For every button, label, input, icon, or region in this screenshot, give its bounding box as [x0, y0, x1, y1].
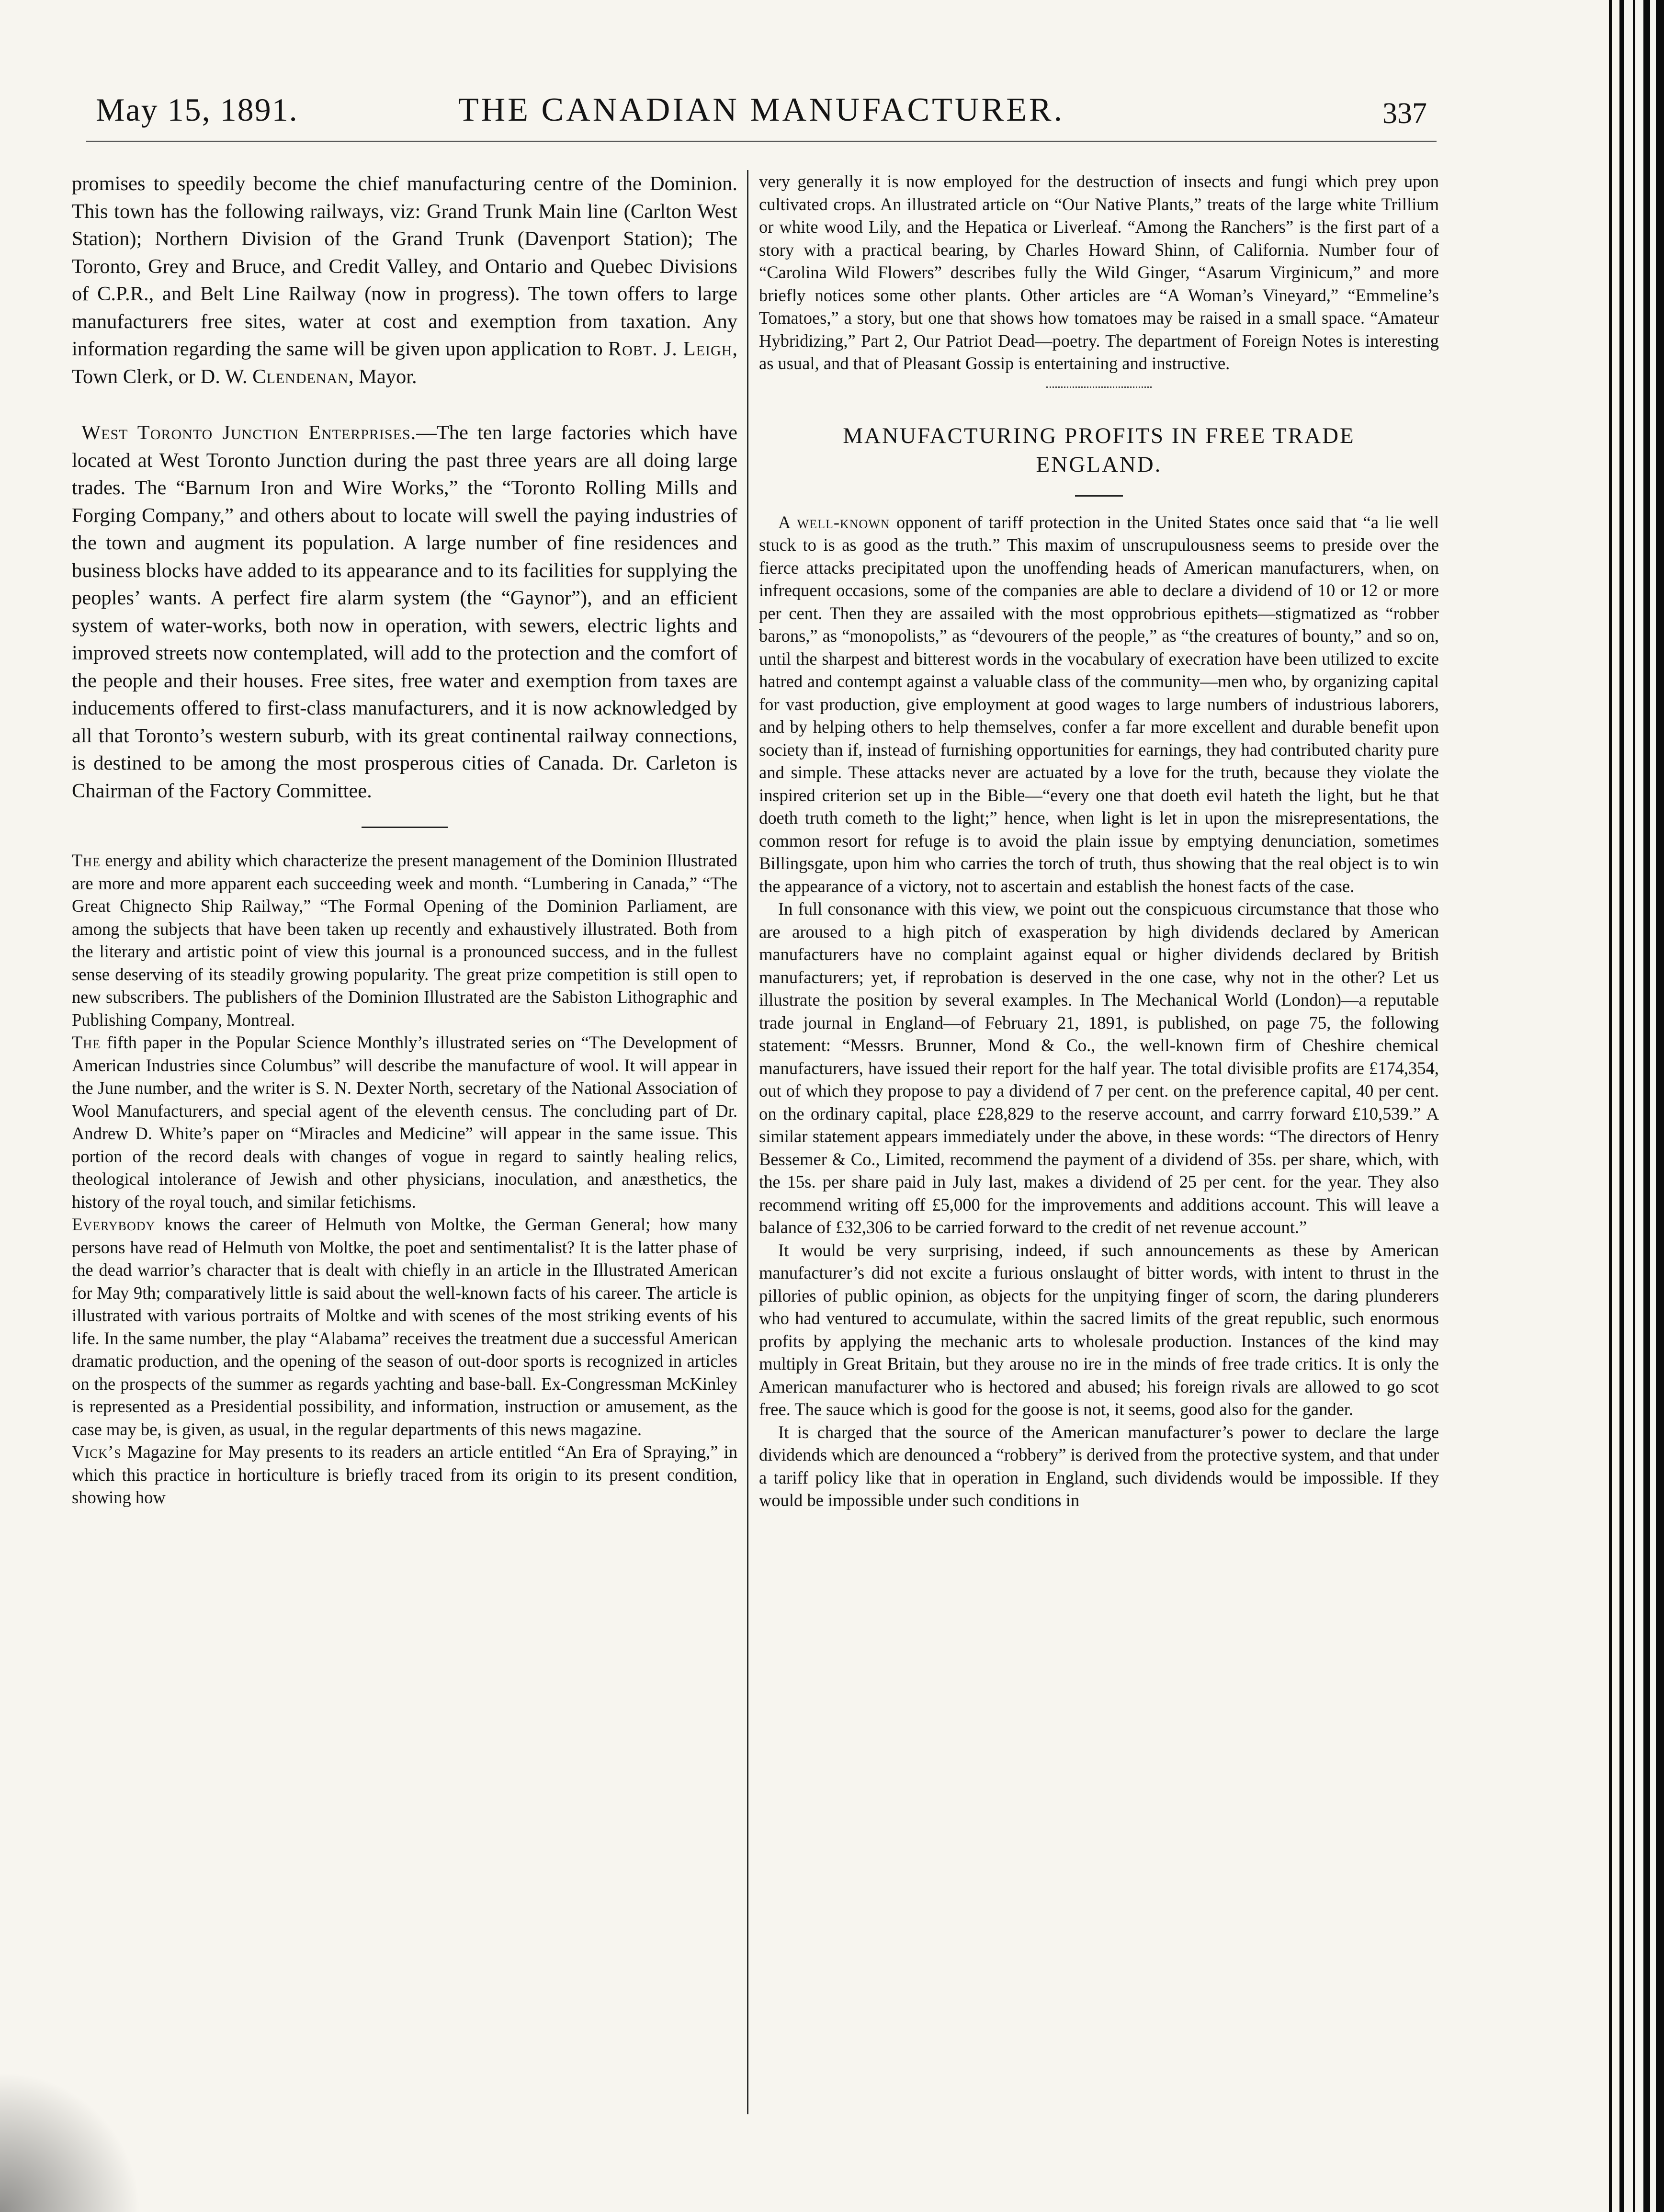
binding-edge-line: [1619, 0, 1624, 2212]
publication-title: THE CANADIAN MANUFACTURER.: [458, 91, 1065, 128]
binding-edge-line: [1633, 0, 1635, 2212]
article-paragraph-1: [759, 511, 1439, 898]
popular-science-text: fifth paper in the Popular Science Monthly’s illustrated series on “The Development of American Industries since Columbus” will describe the manufacture of wool. It will appear in the June number, and the writer is S. N. Dexter North, secretary of the National Association of Wool Manufacturers, and special agent of the eleventh census. The concluding part of Dr. Andrew D. White’s paper on “Miracles and Medicine” will appear in the same issue. This portion of the record deals with changes of vogue in regard to saintly healing relics, theological intolerance of Jewish and other physicians, inoculation, and anæsthetics, the history of the royal touch, and similar fetichisms.: [72, 1032, 737, 1212]
dominion-illustrated-paragraph: [72, 849, 737, 1031]
enterprises-lead: West Toronto Junction Enterprises.: [81, 421, 417, 444]
issue-date: May 15, 1891.: [96, 91, 298, 128]
column-divider: [747, 170, 748, 2114]
vicks-lead: Vick’s: [72, 1442, 122, 1462]
right-column: [759, 170, 1439, 2124]
article-paragraph-2: In full consonance with this view, we point out the conspicuous circumstance that those who are aroused to a high pitch of exasperation by high dividends declared by American manufacturers have no complaint against equal or higher dividends declared by British manufacturers; yet, if reprobation is deserved in the one case, why not in the other? Let us illustrate the position by several examples. In The Mechanical World (London)—a reputable trade journal in England—of February 21, 1891, is published, on page 75, the following statement: “Messrs. Brunner, Mond & Co., the well-known firm of Cheshire chemical manufacturers, have issued their report for the half year. The total divisible profits are £174,354, out of which they propose to pay a dividend of 7 per cent. on the preference capital, 40 per cent. on the ordinary capital, place £28,829 to the reserve account, and carrry forward £10,539.” A similar statement appears immediately under the above, in these words: “The directors of Henry Bessemer & Co., Limited, recommend the payment of a dividend of 35s. per share, which, with the 15s. per share paid in July last, makes a dividend of 25 per cent. for the year. They also recommend writing off £5,000 for the improvements and additions account. This will leave a balance of £32,306 to be carried forward to the credit of net revenue account.”: [759, 899, 1439, 1237]
railways-text-end: , Mayor.: [348, 365, 417, 388]
heading-rule: [1075, 495, 1123, 497]
dominion-lead: The: [72, 851, 101, 870]
railways-paragraph: [72, 170, 737, 390]
article-text-1: opponent of tariff protection in the United States once said that “a lie well stuck to is as good as the truth.” This maxim of unscrupulousness seems to preside over the fierce attacks precipitated upon the unoffending heads of American manufacturers, when, on infrequent occasions, some of the companies are able to declare a dividend of 10 or 12 or more per cent. Then they are assailed with the most opprobrious epithets—stigmatized as “robber barons,” as “monopolists,” as “devourers of the people,” as “the creatures of bounty,” and so on, until the sharpest and bitterest words in the vocabulary of execration have been utilized to excite hatred and contempt against a valuable class of the community—men who, by organizing capital for vast production, give employment at good wages to large numbers of industrious laborers, and by helping others to help themselves, confer a far more excellent and durable benefit upon society than if, instead of furnishing opportunities for earnings, they had contributed charity pure and simple. These attacks never are actuated by a love for the truth, because they violate the inspired criterion set up in the Bible—“every one that doeth evil hateth the light, but he that doeth truth cometh to the light;” hence, when light is let in upon the misrepresentations, the common resort for refuge is to avoid the plain issue by emptying denunciation, sometimes Billingsgate, upon him who carries the torch of truth, thus showing that the real object is to win the appearance of a victory, not to ascertain and establish the honest facts of the case.: [759, 512, 1439, 896]
town-clerk-name: Robt. J. Leigh: [608, 338, 733, 360]
moltke-lead: Everybody: [72, 1214, 156, 1234]
popular-science-lead: The: [72, 1032, 101, 1052]
enterprises-paragraph: [72, 419, 737, 805]
dotted-separator: [1046, 386, 1152, 388]
article-heading: [759, 421, 1439, 479]
corner-smudge: [0, 2074, 144, 2212]
vicks-magazine-paragraph: [72, 1441, 737, 1509]
binding-edge-line: [1656, 0, 1664, 2212]
dominion-text: energy and ability which characterize the present management of the Dominion Illustrated are more and more apparent each succeeding week and month. “Lumbering in Canada,” “The Great Chignecto Ship Railway,” “The Formal Opening of the Dominion Parliament, are among the subjects that have been taken up recently and exhaustively illustrated. Both from the literary and artistic point of view this journal is a pronounced success, and in the fullest sense deserving of its steadily growing popularity. The great prize competition is still open to new subscribers. The publishers of the Dominion Illustrated are the Sabiston Lithographic and Publishing Company, Montreal.: [72, 851, 737, 1030]
article-lead: A well-known: [778, 512, 890, 532]
section-separator: [362, 827, 448, 828]
mayor-name: Clendenan: [252, 365, 349, 388]
vicks-text: Magazine for May presents to its readers an article entitled “An Era of Spraying,” in which this practice in horticulture is briefly traced from its origin to its present condition, showing how: [72, 1442, 737, 1507]
binding-edge-line: [1643, 0, 1650, 2212]
page-header: [96, 86, 1427, 148]
page-number: 337: [1382, 97, 1427, 130]
binding-edge-line: [1609, 0, 1612, 2212]
article-paragraph-4: It is charged that the source of the American manufacturer’s power to declare the large dividends which are denounced a “robbery” is derived from the protective system, and that under a tariff policy like that in operation in England, such dividends would be impossible. If they would be impossible under such conditions in: [759, 1422, 1439, 1510]
railways-text-mid: , Town Clerk, or D. W.: [72, 338, 737, 388]
moltke-text: knows the career of Helmuth von Moltke, the German General; how many persons have read of Helmuth von Moltke, the poet and sentimentalist? It is the latter phase of the dead warrior’s character that is dealt with chiefly in an article in the Illustrated American for May 9th; comparatively little is said about the well-known facts of his career. The article is illustrated with various portraits of Moltke and with scenes of the most striking events of his life. In the same number, the play “Alabama” receives the treatment due a successful American dramatic production, and the opening of the season of out-door sports is recognized in articles on the prospects of the summer as regards yachting and base-ball. Ex-Congressman McKinley is represented as a Presidential possibility, and information, instruction or amusement, as the case may be, is given, as usual, in the regular departments of this news magazine.: [72, 1214, 737, 1439]
left-column: [72, 170, 737, 2124]
article-paragraph-3: It would be very surprising, indeed, if such announcements as these by American manufacturer’s did not excite a furious onslaught of bitter words, with intent to thrust in the pillories of public opinion, as objects for the unpitying finger of scorn, the daring plunderers who had ventured to accumulate, within the sacred limits of the great republic, such enormous profits by applying the mechanic arts to wholesale production. Instances of the kind may multiply in Great Britain, but they arouse no ire in the minds of free trade critics. It is only the American manufacturer who is hectored and abused; his foreign rivals are allowed to go scot free. The sauce which is good for the goose is not, it seems, good also for the gander.: [759, 1240, 1439, 1419]
enterprises-text: —The ten large factories which have located at West Toronto Junction during the past three years are all doing large trades. The “Barnum Iron and Wire Works,” the “Toronto Rolling Mills and Forging Company,” and others about to locate will swell the paying industries of the town and augment its population. A large number of fine residences and business blocks have added to its appearance and to its facilities for supplying the peoples’ wants. A perfect fire alarm system (the “Gaynor”), and an efficient system of water-works, both now in operation, with sewers, electric lights and improved streets now contemplated, will add to the protection and the comfort of the people and their houses. Free sites, free water and exemption from taxes are inducements offered to first-class manufacturers, and it is now acknowledged by all that Toronto’s western suburb, with its great continental railway connections, is destined to be among the most prosperous cities of Canada. Dr. Carleton is Chairman of the Factory Committee.: [72, 421, 737, 802]
railways-text: promises to speedily become the chief manufacturing centre of the Dominion. This town has the following railways, viz: Grand Trunk Main line (Carlton West Station); Northern Division of the Grand Trunk (Davenport Station); The Toronto, Grey and Bruce, and Credit Valley, and Ontario and Quebec Divisions of C.P.R., and Belt Line Railway (now in progress). The town offers to large manufacturers free sites, water at cost and exemption from taxation. Any information regarding the same will be given upon application to: [72, 172, 737, 360]
spacer: [72, 390, 737, 419]
heading-line-1: MANUFACTURING PROFITS IN FREE TRADE: [843, 423, 1355, 448]
vicks-continued-paragraph: very generally it is now employed for the destruction of insects and fungi which prey upon cultivated crops. An illustrated article on “Our Native Plants,” treats of the large white Trillium or white wood Lily, and the Hepatica or Liverleaf. “Among the Ranchers” is the first part of a story with a practical bearing, by Charles Howard Shinn, of California. Number four of “Carolina Wild Flowers” describes fully the Wild Ginger, “Asarum Virginicum,” and more briefly notices some other plants. Other articles are “A Woman’s Vineyard,” “Emmeline’s Tomatoes,” a story, but one that shows how tomatoes may be raised in a small space. “Amateur Hybridizing,” Part 2, Our Patriot Dead—poetry. The department of Foreign Notes is interesting as usual, and that of Pleasant Gossip is entertaining and instructive.: [759, 171, 1439, 373]
heading-line-2: ENGLAND.: [1036, 452, 1162, 477]
popular-science-paragraph: [72, 1031, 737, 1213]
header-rule: [86, 140, 1437, 142]
moltke-paragraph: [72, 1213, 737, 1441]
